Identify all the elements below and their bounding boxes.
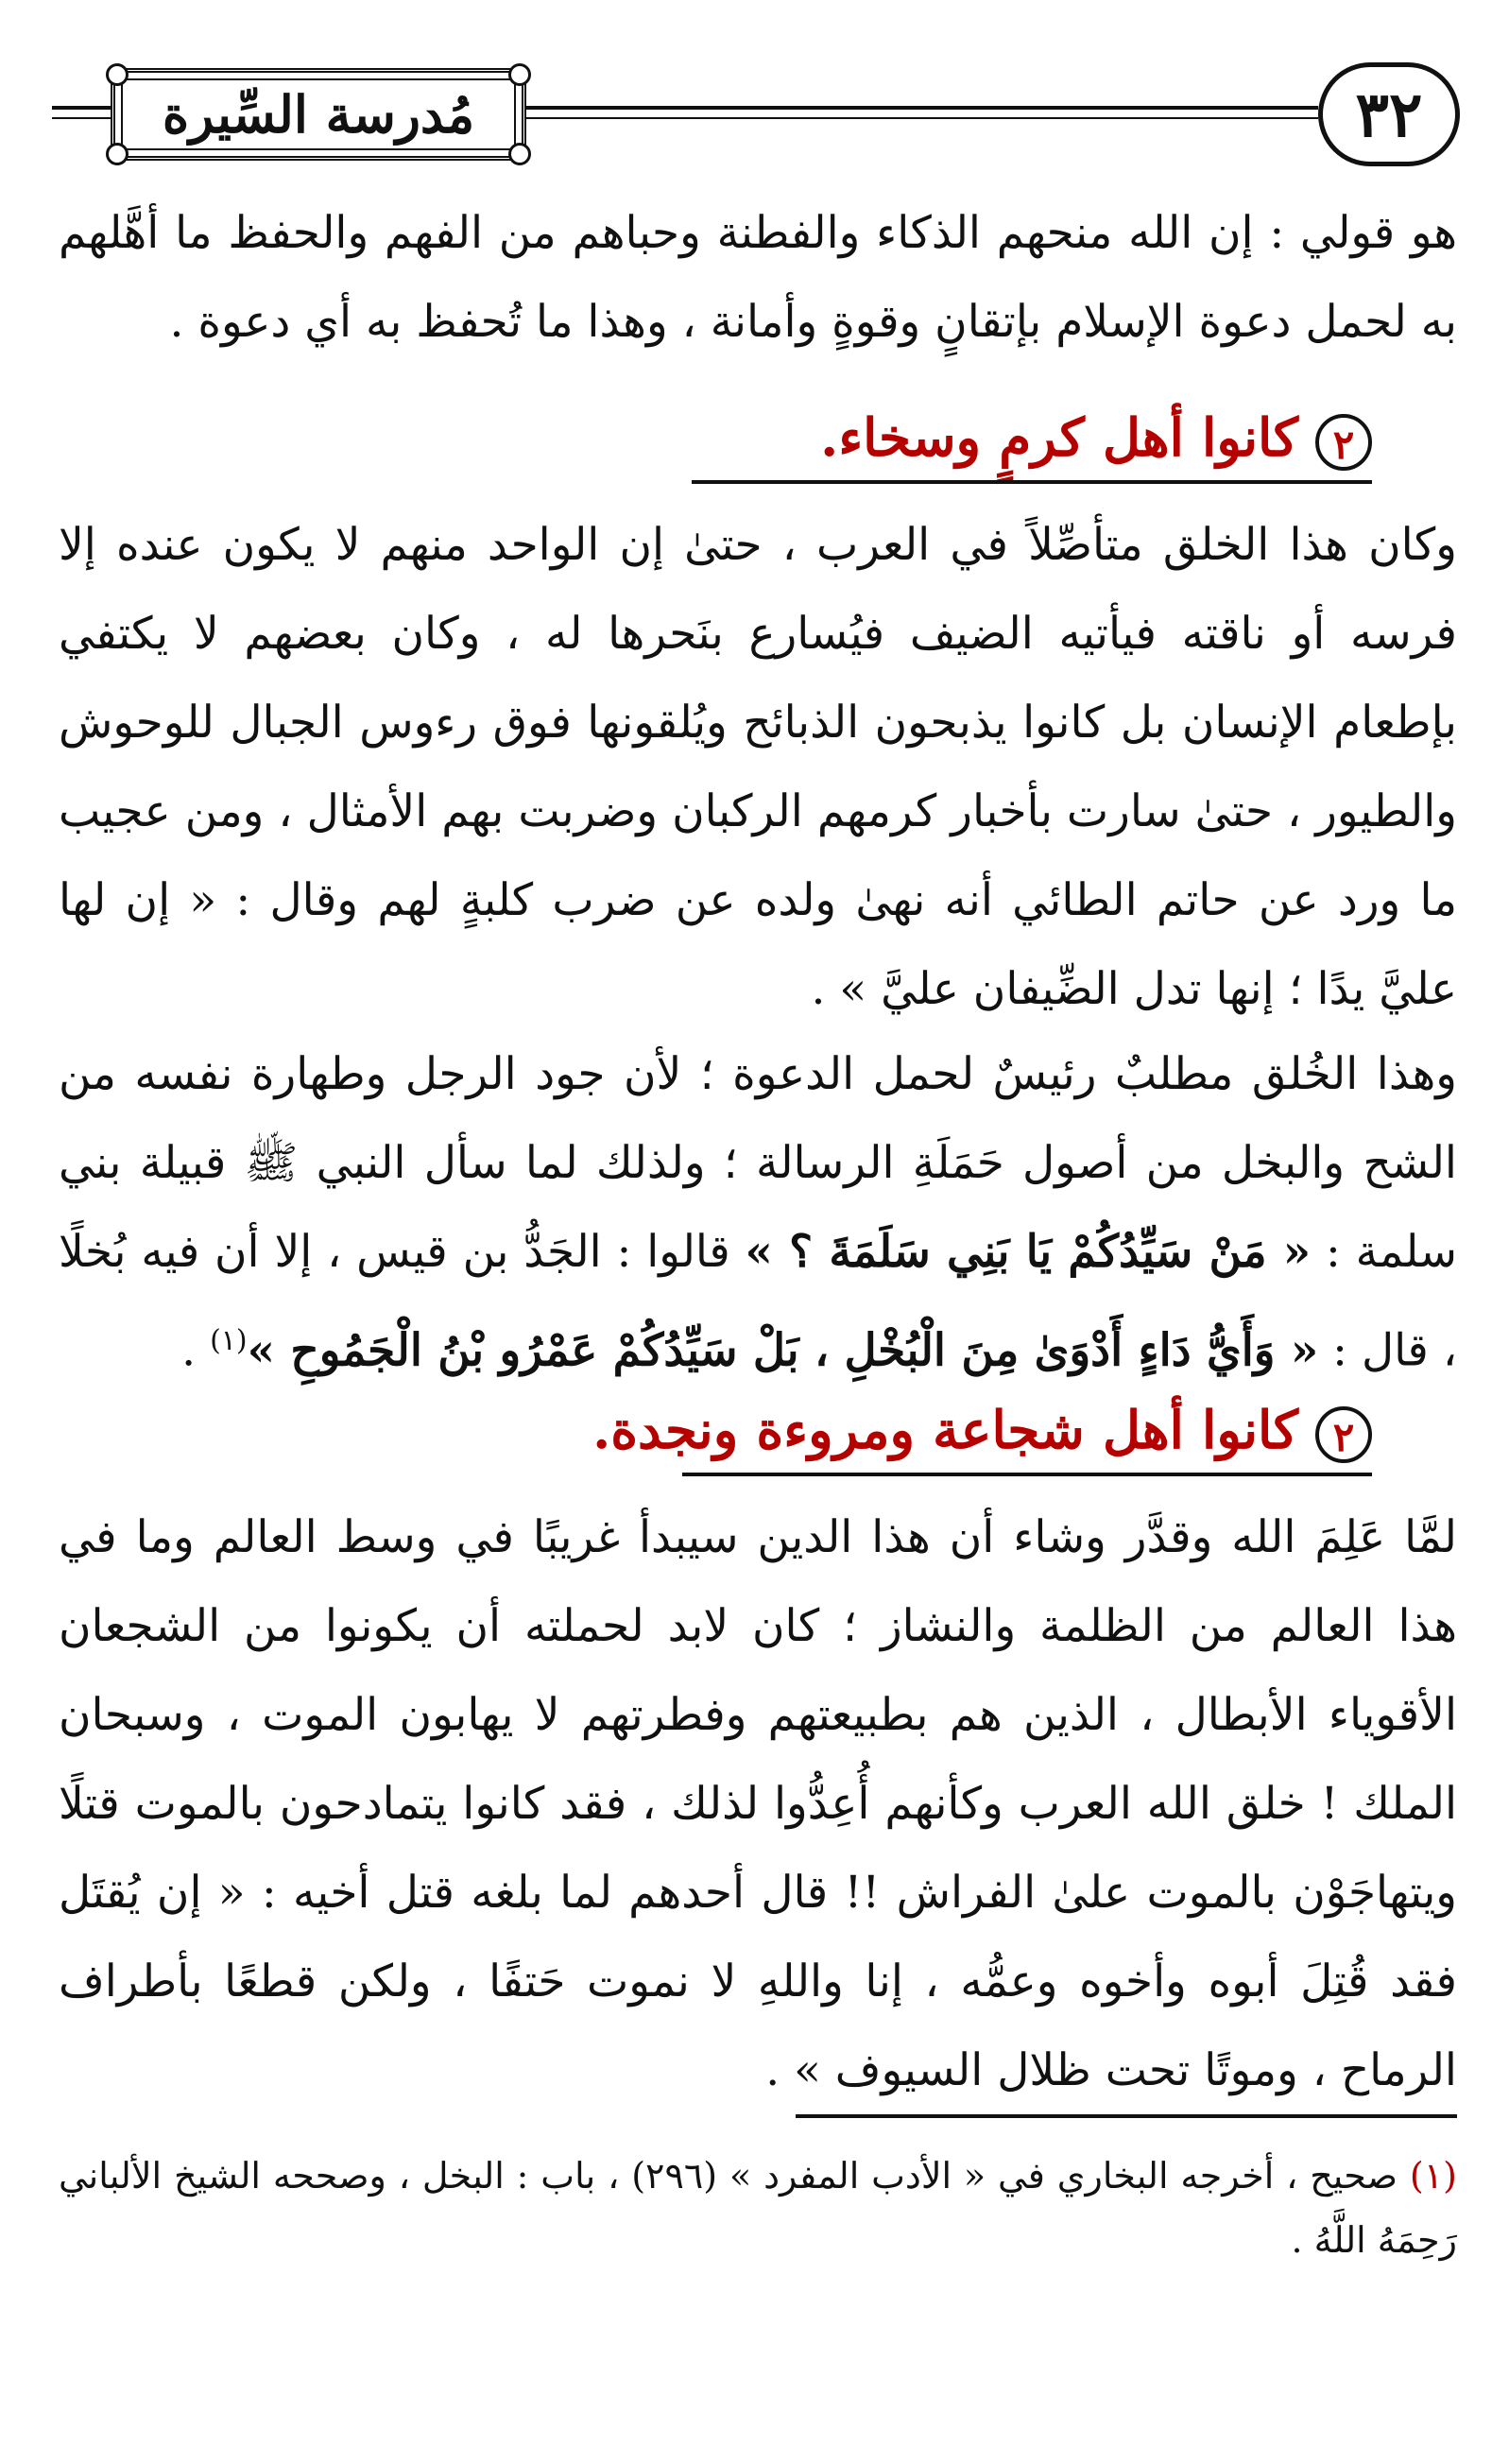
heading-text: كانوا أهل كرمٍ وسخاء. xyxy=(820,406,1298,468)
page-number: ٣٢ xyxy=(1355,78,1423,151)
page-number-badge xyxy=(1318,62,1460,166)
section-heading-courage xyxy=(592,1399,1372,1463)
text-run: . xyxy=(181,1324,211,1377)
heading-number-circle: ٢ xyxy=(1315,1406,1372,1463)
footnote-divider xyxy=(796,2114,1457,2118)
header-rule-bottom xyxy=(526,117,1318,119)
ornament-corner-icon xyxy=(508,63,531,86)
paragraph-generosity: وكان هذا الخلق متأصِّلاً في العرب ، حتىٰ إن الواحد منهم لا يكون عنده إلا فرسه أو ناقته فيأتيه الضيف فيُسارع بنَحرها له ، وكان بعضهم لا يكتفي بإطعام الإنسان بل كانوا يذبحون الذبائح ويُلقونها فوق رءوس الجبال للوحوش والطيور ، حتىٰ سارت بأخبار كرمهم الركبان وضربت بهم الأمثال ، ومن عجيب ما ورد عن حاتم الطائي أنه نهىٰ ولده عن ضرب كلبةٍ لهم وقال : « إن لها عليَّ يدًا ؛ إنها تدل الضِّيفان عليَّ » . xyxy=(59,519,1457,1015)
footnote xyxy=(59,2144,1457,2272)
hadith-quote: « وَأَيُّ دَاءٍ أَدْوَىٰ مِنَ الْبُخْلِ ، بَلْ سَيِّدُكُمْ عَمْرُو بْنُ الْجَمُوحِ » xyxy=(247,1324,1319,1377)
book-title: مُدرسة السِّيرة xyxy=(162,84,475,145)
book-title-frame xyxy=(111,68,526,161)
heading-underline xyxy=(692,480,1372,484)
header-rule-left-bottom xyxy=(52,117,111,119)
ornament-corner-icon xyxy=(106,143,129,165)
header-rule-top xyxy=(526,106,1318,110)
header-rule-left-top xyxy=(52,106,111,110)
heading-number-circle: ٢ xyxy=(1315,414,1372,471)
hadith-quote: « مَنْ سَيِّدُكُمْ يَا بَنِي سَلَمَةَ ؟ » xyxy=(745,1226,1312,1278)
text-run: قالوا : الجَدُّ بن قيس ، إلا أن فيه بُخلًا ، قال : xyxy=(59,1226,1457,1377)
heading-underline xyxy=(682,1473,1372,1476)
ornament-corner-icon xyxy=(508,143,531,165)
paragraph-courage: لمَّا عَلِمَ الله وقدَّر وشاء أن هذا الدين سيبدأ غريبًا في وسط العالم وما في هذا العالم من الظلمة والنشاز ؛ كان لابد لحملته أن يكونوا من الشجعان الأقوياء الأبطال ، الذين هم بطبيعتهم وفطرتهم لا يهابون الموت ، وسبحان الملك ! خلق الله العرب وكأنهم أُعِدُّوا لذلك ، فقد كانوا يتمادحون بالموت قتلًا ويتهاجَوْن بالموت علىٰ الفراش !! قال أحدهم لما بلغه قتل أخيه : « إن يُقتَل فقد قُتِلَ أبوه وأخوه وعمُّه ، إنا واللهِ لا نموت حَتفًا ، ولكن قطعًا بأطراف الرماح ، وموتًا تحت ظلال السيوف » . xyxy=(59,1511,1457,2096)
text-run: وهذا الخُلق مطلبٌ رئيسٌ لحمل الدعوة ؛ لأن جود الرجل وطهارة نفسه من الشح والبخل من أصول حَمَلَةِ الرسالة ؛ ولذلك لما سأل النبي ﷺ قبيلة بني سلمة : xyxy=(59,1048,1457,1278)
paragraph-hadith xyxy=(59,1030,1457,1396)
paragraph-intro: هو قولي : إن الله منحهم الذكاء والفطنة وحباهم من الفهم والحفظ ما أهَّلهم به لحمل دعوة الإسلام بإتقانٍ وقوةٍ وأمانة ، وهذا ما تُحفظ به أي دعوة . xyxy=(59,207,1457,348)
page-header xyxy=(52,59,1460,170)
footnote-reference[interactable]: (١) xyxy=(210,1324,248,1357)
section-heading-generosity xyxy=(820,406,1372,471)
heading-text: كانوا أهل شجاعة ومروءة ونجدة. xyxy=(592,1399,1298,1460)
ornament-corner-icon xyxy=(106,63,129,86)
footnote-number: (١) xyxy=(1409,2155,1457,2197)
footnote-text: صحيح ، أخرجه البخاري في « الأدب المفرد » (٢٩٦) ، باب : البخل ، وصححه الشيخ الألباني رَحِمَهُ اللَّهُ . xyxy=(59,2155,1457,2261)
